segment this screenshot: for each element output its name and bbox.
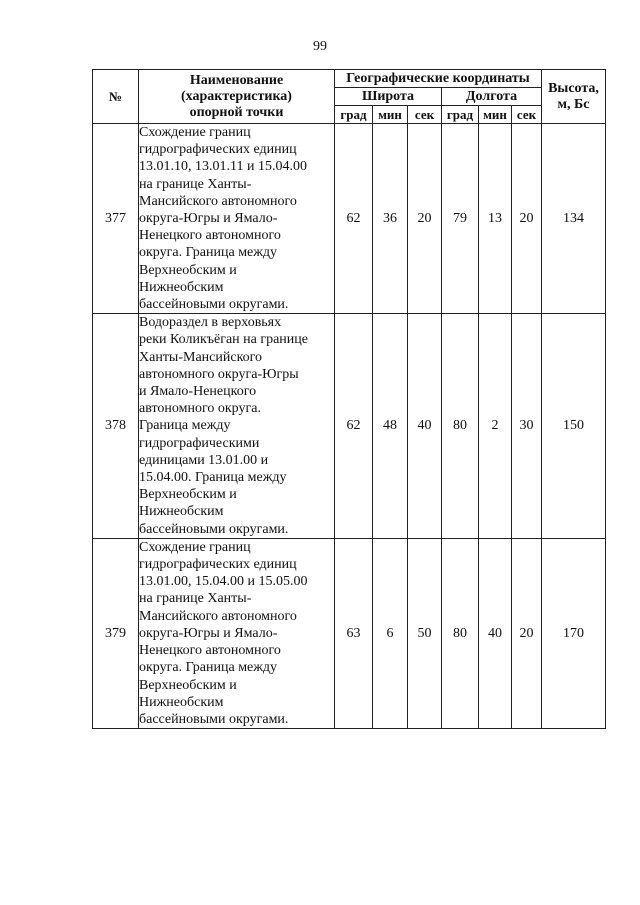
- lon-deg: 79: [442, 124, 479, 314]
- reference-points-table: [92, 69, 606, 729]
- row-description: [139, 538, 335, 728]
- description-line: Верхнеобским и: [139, 677, 237, 693]
- description-line: Водораздел в верховьях: [139, 315, 282, 331]
- description-line: гидрографическими: [139, 435, 260, 451]
- header-name: [139, 70, 335, 124]
- lat-min: 6: [373, 538, 408, 728]
- height-value: 134: [542, 124, 606, 314]
- lon-deg: 80: [442, 538, 479, 728]
- description-line: Граница между: [139, 418, 231, 434]
- description-line: гидрографических единиц: [139, 557, 297, 573]
- lat-min: 36: [373, 124, 408, 314]
- lat-sec: 40: [408, 314, 442, 539]
- height-value: 170: [542, 538, 606, 728]
- header-height-line-1: Высота,: [548, 80, 599, 96]
- header-name-line-2: (характеристика): [181, 88, 292, 104]
- description-line: автономного округа.: [139, 401, 261, 417]
- header-height: [542, 70, 606, 124]
- row-description: [139, 124, 335, 314]
- description-line: Нижнеобским: [139, 504, 224, 520]
- description-line: Мансийского автономного: [139, 608, 297, 624]
- table-row: [93, 314, 606, 539]
- description-line: реки Коликъёган на границе: [139, 332, 308, 348]
- description-line: на границе Ханты-: [139, 176, 252, 192]
- header-lon-sec: сек: [512, 106, 542, 124]
- lat-deg: 63: [335, 538, 373, 728]
- description-line: округа-Югры и Ямало-: [139, 211, 278, 227]
- description-line: округа-Югры и Ямало-: [139, 625, 278, 641]
- lon-min: 40: [479, 538, 512, 728]
- description-line: 13.01.00, 15.04.00 и 15.05.00: [139, 574, 308, 590]
- lat-deg: 62: [335, 314, 373, 539]
- header-lat-sec: сек: [408, 106, 442, 124]
- lon-sec: 20: [512, 538, 542, 728]
- table-row: [93, 538, 606, 728]
- lon-sec: 30: [512, 314, 542, 539]
- row-number: 378: [93, 314, 139, 539]
- description-line: округа. Граница между: [139, 660, 278, 676]
- lat-min: 48: [373, 314, 408, 539]
- lat-sec: 20: [408, 124, 442, 314]
- description-line: Верхнеобским и: [139, 262, 237, 278]
- description-line: Ханты-Мансийского: [139, 349, 263, 365]
- description-line: единицами 13.01.00 и: [139, 452, 269, 468]
- page-number: 99: [313, 39, 327, 54]
- description-line: бассейновыми округами.: [139, 297, 289, 313]
- description-line: гидрографических единиц: [139, 142, 297, 158]
- lon-min: 13: [479, 124, 512, 314]
- header-name-line-1: Наименование: [189, 72, 284, 88]
- description-line: Ненецкого автономного: [139, 643, 281, 659]
- description-line: Схождение границ: [139, 125, 251, 140]
- lat-sec: 50: [408, 538, 442, 728]
- description-line: бассейновыми округами.: [139, 711, 289, 727]
- header-geo-coords: Географические координаты: [335, 70, 542, 88]
- description-line: 13.01.10, 13.01.11 и 15.04.00: [139, 159, 307, 175]
- description-line: 15.04.00. Граница между: [139, 470, 287, 486]
- row-description: [139, 314, 335, 539]
- description-line: и Ямало-Ненецкого: [139, 384, 257, 400]
- header-longitude: Долгота: [442, 88, 542, 106]
- row-number: 379: [93, 538, 139, 728]
- description-line: Нижнеобским: [139, 279, 224, 295]
- description-line: округа. Граница между: [139, 245, 278, 261]
- header-lon-min: мин: [479, 106, 512, 124]
- row-number: 377: [93, 124, 139, 314]
- header-number: №: [93, 70, 139, 124]
- description-line: Мансийского автономного: [139, 193, 297, 209]
- lat-deg: 62: [335, 124, 373, 314]
- lon-sec: 20: [512, 124, 542, 314]
- height-value: 150: [542, 314, 606, 539]
- header-lat-deg: град: [335, 106, 373, 124]
- description-line: на границе Ханты-: [139, 591, 252, 607]
- lon-min: 2: [479, 314, 512, 539]
- description-line: Ненецкого автономного: [139, 228, 281, 244]
- header-lon-deg: град: [442, 106, 479, 124]
- description-line: автономного округа-Югры: [139, 366, 299, 382]
- description-line: Схождение границ: [139, 539, 251, 555]
- description-line: Верхнеобским и: [139, 487, 237, 503]
- header-latitude: Широта: [335, 88, 442, 106]
- description-line: Нижнеобским: [139, 694, 224, 710]
- table-row: [93, 124, 606, 314]
- header-lat-min: мин: [373, 106, 408, 124]
- header-name-line-3: опорной точки: [189, 104, 284, 120]
- description-line: бассейновыми округами.: [139, 521, 289, 537]
- lon-deg: 80: [442, 314, 479, 539]
- header-height-line-2: м, Бс: [557, 96, 590, 112]
